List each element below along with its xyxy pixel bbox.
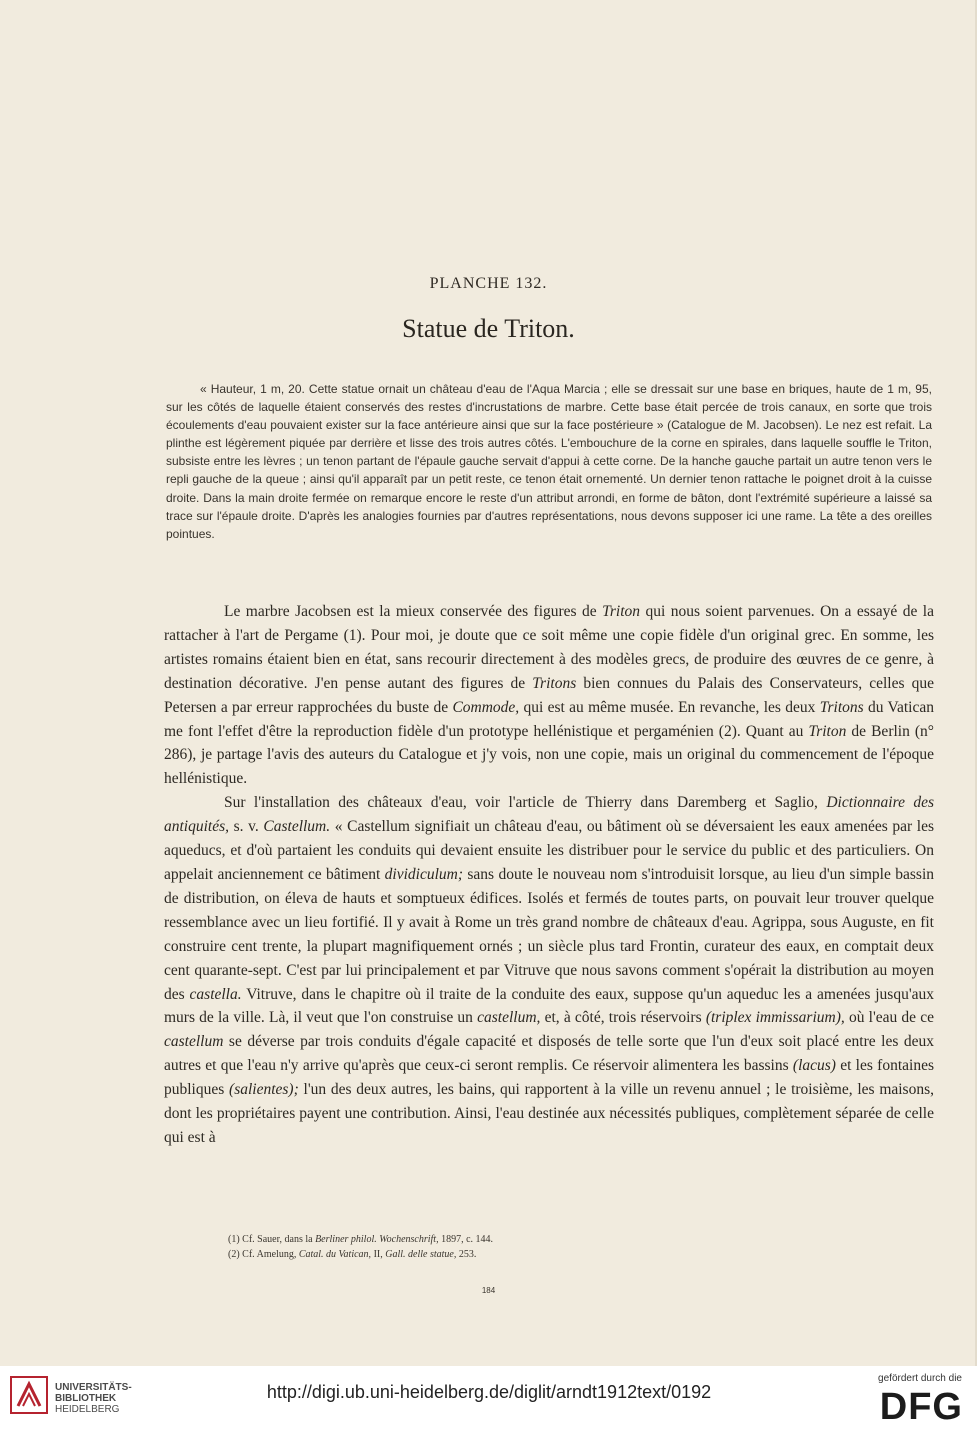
library-logo-icon [10, 1376, 48, 1414]
plate-description: « Hauteur, 1 m, 20. Cette statue ornait un château d'eau de l'Aqua Marcia ; elle se dressait sur une base en briques, haute de 1 m, 95, sur les côtés de laquelle étaient conservés des restes d'incrustations de marbre. Cette base était percée de trois canaux, en sorte que trois écoulements d'eau pouvaient exister sur la face antérieure ainsi que sur la face postérieure » (Catalogue de M. Jacobsen). Le nez est refait. La plinthe est légèrement piquée par derrière et lisse des trois autres côtés. L'embouchure de la corne en spirales, dans laquelle souffle le Triton, subsiste entre les lèvres ; un tenon partant de l'épaule gauche servait d'appui à cette corne. De la hanche gauche partait un autre tenon vers le repli gauche de la queue ; ainsi qu'il apparaît par un petit reste, ce tenon était ornementé. Un dernier tenon rattache le poignet droit à la cuisse droite. Dans la main droite fermée on remarque encore le reste d'un attribut arrondi, en forme de bâton, dont l'extrémité supérieure a laissé sa trace sur l'épaule droite. D'après les analogies fournies par d'autres représentations, nous devons supposer ici une rame. La tête a des oreilles pointues. [166, 382, 932, 541]
footnote-2: (2) Cf. Amelung, Catal. du Vatican, II, Gall. delle statue, 253. [228, 1249, 477, 1260]
paragraph-2: Sur l'installation des châteaux d'eau, voir l'article de Thierry dans Daremberg et Saglio, Dictionnaire des antiquités, s. v. Castellum. « Castellum signifiait un château d'eau, ou bâtiment où se déversaient les eaux amenées par les aqueducs, et d'où partaient les conduits qui devaient ensuite les distribuer pour le service du public et des particuliers. On appelait anciennement ce bâtiment dividiculum; sans doute le nouveau nom s'introduisit lorsque, au lieu d'un simple bassin de distribution, on éleva de hauts et somptueux édifices. Isolés et fermés de toutes parts, on pouvait leur trouver quelque ressemblance avec un lieu fortifié. Il y avait à Rome un très grand nombre de châteaux d'eau. Agrippa, sous Auguste, en fit construire cent trente, la plupart magnifiquement ornés ; un siècle plus tard Frontin, curateur des eaux, en comptait deux cent quarante-sept. C'est par lui principalement et par Vitruve que nous savons comment s'opérait la distribution au moyen des castella. Vitruve, dans le chapitre où il traite de la conduite des eaux, suppose qu'un aqueduc les a amenées jusqu'aux murs de la ville. Là, il veut que l'on construise un castellum, et, à côté, trois réservoirs (triplex immissarium), où l'eau de ce castellum se déverse par trois conduits d'égale capacité et disposés de telle sorte que l'un d'eux soit placé entre les deux autres et que l'eau n'y arrive qu'après que ceux-ci seront remplis. Ce réservoir alimentera les bassins (lacus) et les fontaines publiques (salientes); l'un des deux autres, les bains, qui rapportent à la ville un revenu annuel ; le troisième, les maisons, dont les propriétaires payent une contribution. Ainsi, l'eau destinée aux nécessités publiques, complètement séparée de celle qui est à [164, 794, 935, 1146]
dfg-logo: DFG [879, 1386, 963, 1428]
paragraph-1: Le marbre Jacobsen est la mieux conservée des figures de Triton qui nous soient parvenues. On a essayé de la rattacher à l'art de Pergame (1). Pour moi, je doute que ce soit même une copie fidèle d'un original grec. En somme, les artistes romains étaient bien en état, sans recourir directement à des modèles grecs, de produire des œuvres de ce genre, à destination décorative. J'en pense autant des figures de Tritons bien connues du Palais des Conservateurs, celles que Petersen a par erreur rapprochées du buste de Commode, qui est au même musée. En revanche, les deux Tritons du Vatican me font l'effet d'être la reproduction fidèle d'un prototype hellénistique et pergaménien (2). Quant au Triton de Berlin (n° 286), je partage l'avis des auteurs du Catalogue et j'y vois, non une copie, mais un original du commencement de l'époque hellénistique. [164, 603, 935, 788]
page-title: Statue de Triton. [402, 314, 575, 343]
footnotes [228, 1232, 828, 1262]
plate-heading: PLANCHE 132. [429, 275, 548, 292]
viewer-footer [0, 1366, 977, 1437]
body-text [164, 600, 934, 1150]
page-number: 184 [481, 1286, 496, 1295]
permalink-url[interactable]: http://digi.ub.uni-heidelberg.de/diglit/arndt1912text/0192 [266, 1382, 712, 1402]
footnote-1: (1) Cf. Sauer, dans la Berliner philol. Wochenschrift, 1897, c. 144. [228, 1234, 494, 1245]
library-name: UNIVERSITÄTS- BIBLIOTHEK HEIDELBERG [55, 1382, 132, 1415]
sponsor-caption: gefördert durch die [878, 1373, 962, 1384]
